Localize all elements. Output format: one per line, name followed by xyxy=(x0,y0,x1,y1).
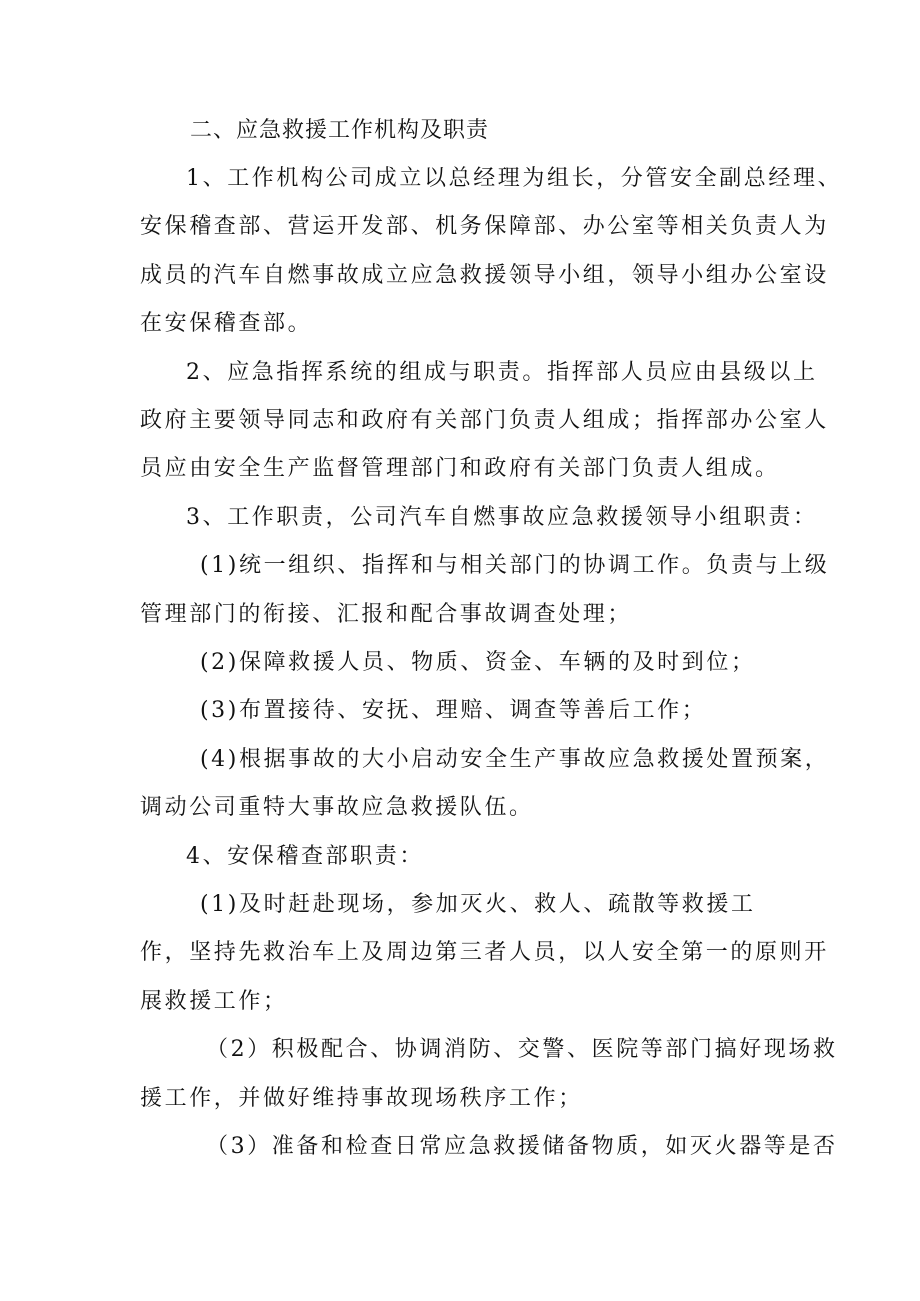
paragraph-line: 调动公司重特大事故应急救援队伍。 xyxy=(140,795,534,820)
paragraph-line: 援工作，并做好维持事故现场秩序工作； xyxy=(140,1086,583,1111)
paragraph-line: 政府主要领导同志和政府有关部门负责人组成；指挥部办公室人 xyxy=(140,408,829,433)
paragraph-line: 安保稽查部、营运开发部、机务保障部、办公室等相关负责人为 xyxy=(140,214,829,239)
paragraph-line: 展救援工作； xyxy=(140,989,288,1014)
paragraph-line: (2)保障救援人员、物质、资金、车辆的及时到位； xyxy=(200,650,756,675)
paragraph-line: （3）准备和检查日常应急救援储备物质，如灭火器等是否 xyxy=(206,1134,838,1159)
paragraph-line: (4)根据事故的大小启动安全生产事故应急救援处置预案， xyxy=(200,747,830,772)
paragraph-line: 在安保稽查部。 xyxy=(140,311,313,336)
paragraph-line: 作，坚持先救治车上及周边第三者人员，以人安全第一的原则开 xyxy=(140,940,829,965)
paragraph-line: (1)及时赶赴现场，参加灭火、救人、疏散等救援工 xyxy=(200,892,756,917)
paragraph-line: 员应由安全生产监督管理部门和政府有关部门负责人组成。 xyxy=(140,456,780,481)
paragraph-line: 2、应急指挥系统的组成与职责。指挥部人员应由县级以上 xyxy=(186,360,818,385)
section-heading: 二、应急救援工作机构及职责 xyxy=(190,118,490,143)
paragraph-line: 1、工作机构公司成立以总经理为组长，分管安全副总经理、 xyxy=(186,166,843,191)
paragraph-line: 3、工作职责，公司汽车自燃事故应急救援领导小组职责： xyxy=(186,505,818,530)
paragraph-line: 管理部门的衔接、汇报和配合事故调查处理； xyxy=(140,602,633,627)
paragraph-line: 成员的汽车自燃事故成立应急救援领导小组，领导小组办公室设 xyxy=(140,263,829,288)
paragraph-line: (1)统一组织、指挥和与相关部门的协调工作。负责与上级 xyxy=(200,553,830,578)
paragraph-line: 4、安保稽查部职责： xyxy=(186,844,424,869)
paragraph-line: （2）积极配合、协调消防、交警、医院等部门搞好现场救 xyxy=(206,1037,838,1062)
paragraph-line: (3)布置接待、安抚、理赔、调查等善后工作； xyxy=(200,698,707,723)
